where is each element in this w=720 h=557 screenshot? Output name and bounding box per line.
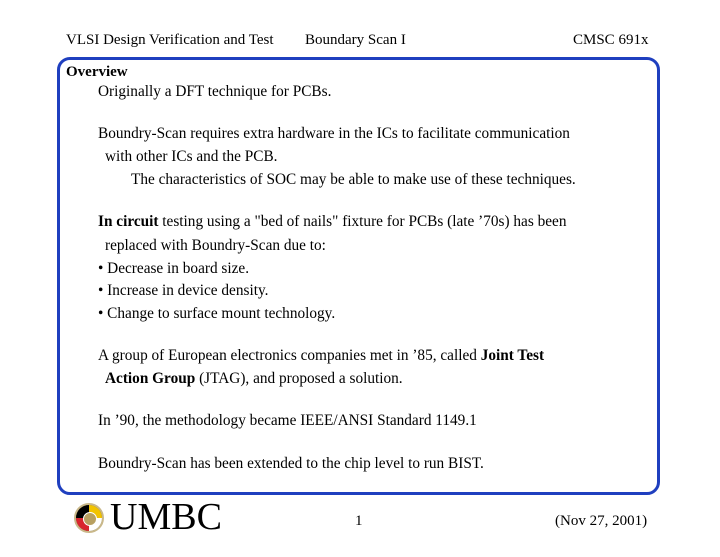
text-span: testing using a "bed of nails" fixture for PCBs (late ’70s) has been (158, 213, 567, 230)
bold-term: Action Group (105, 370, 196, 387)
text-line: In ’90, the methodology became IEEE/ANSI Standard 1149.1 (98, 412, 477, 429)
page-number: 1 (355, 513, 363, 529)
umbc-logo-text: UMBC (110, 496, 222, 538)
bold-term: Joint Test (480, 347, 545, 364)
header-course-title: VLSI Design Verification and Test (66, 32, 274, 48)
text-span: (JTAG), and proposed a solution. (195, 370, 403, 387)
text-line: The characteristics of SOC may be able to make use of these techniques. (131, 171, 576, 188)
text-line: with other ICs and the PCB. (105, 148, 278, 165)
bullet-item: • Decrease in board size. (98, 260, 250, 277)
footer-date: (Nov 27, 2001) (555, 513, 648, 529)
text-span: A group of European electronics companies met in ’85, called (98, 347, 481, 364)
text-line: replaced with Boundry-Scan due to: (105, 237, 326, 254)
bullet-item: • Increase in device density. (98, 282, 269, 299)
text-line: Boundry-Scan requires extra hardware in the ICs to facilitate communication (98, 125, 570, 142)
text-line (98, 347, 544, 365)
text-line (98, 213, 567, 231)
text-line: Boundry-Scan has been extended to the chip level to run BIST. (98, 455, 484, 472)
umbc-seal-icon (74, 503, 104, 533)
bold-term: In circuit (98, 213, 159, 230)
bullet-item: • Change to surface mount technology. (98, 305, 336, 322)
slide-heading: Overview (66, 64, 128, 80)
text-line: Originally a DFT technique for PCBs. (98, 83, 332, 100)
text-line (105, 370, 403, 388)
header-course-code: CMSC 691x (573, 32, 649, 48)
header-topic: Boundary Scan I (305, 32, 406, 48)
